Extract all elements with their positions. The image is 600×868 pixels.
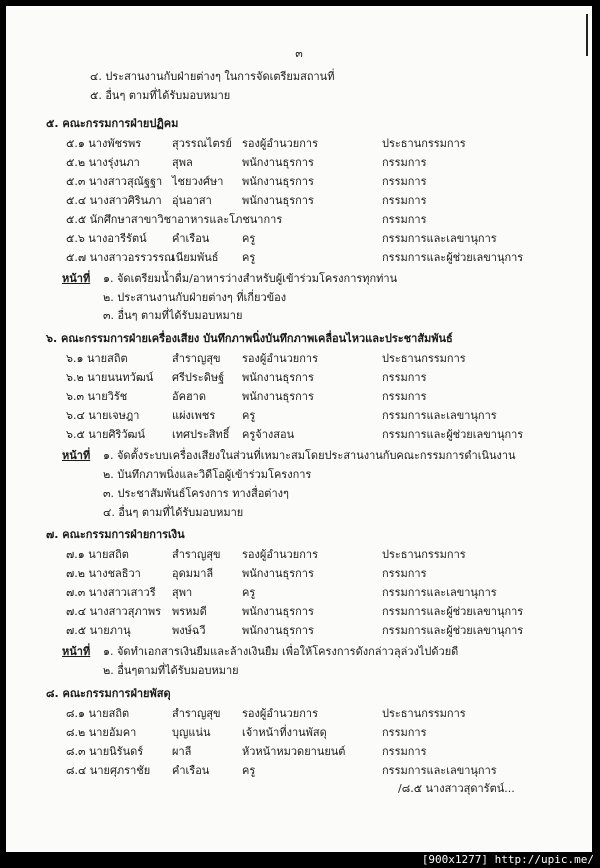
member-surname: สุพา	[172, 586, 193, 599]
member-position: ครู	[242, 586, 256, 599]
member-position: พนักงานธุรการ	[242, 567, 314, 580]
member-position: รองผู้อำนวยการ	[242, 548, 319, 561]
member-position: ครูจ้างสอน	[242, 428, 295, 441]
member-role: กรรมการและเลขานุการ	[382, 409, 497, 422]
member-role: กรรมการและเลขานุการ	[382, 586, 497, 599]
duty-item: ๒. ประสานงานกับฝ่ายต่างๆ ที่เกี่ยวข้อง	[103, 291, 287, 304]
member-name: ๗.๓ นางสาวเสาวรี	[66, 586, 156, 599]
member-row	[66, 390, 566, 408]
member-position: ครู	[242, 409, 256, 422]
duty-item: ๒. อื่นๆตามที่ได้รับมอบหมาย	[103, 664, 239, 677]
member-name: ๕.๒ นางรุ่งนภา	[66, 156, 140, 169]
member-position: รองผู้อำนวยการ	[242, 137, 319, 150]
member-row	[66, 213, 566, 231]
duty-item: ๑. จัดทำเอกสารเงินยืมและล้างเงินยืม เพื่อให้โครงการดังกล่าวลุล่วงไปด้วยดี	[103, 645, 459, 658]
duty-label: หน้าที่	[62, 272, 91, 285]
member-row	[66, 726, 566, 744]
member-row	[66, 232, 566, 250]
duty-item: ๒. บันทึกภาพนิ่งและวิดีโอผู้เข้าร่วมโครงการ	[103, 468, 312, 481]
member-row	[66, 137, 566, 155]
member-name: ๕.๕ นักศึกษาสาขาวิชาอาหารและโภชนาการ	[66, 213, 283, 226]
member-surname: บุญแน่น	[172, 726, 211, 739]
member-row	[66, 409, 566, 427]
member-role: กรรมการ	[382, 194, 427, 207]
watermark-text: [900x1277] http://upic.me/	[421, 853, 594, 866]
section-title: ๘. คณะกรรมการฝ่ายพัสดุ	[46, 687, 171, 700]
member-position: ครู	[242, 764, 256, 777]
member-name: ๗.๕ นายภานุ	[66, 624, 131, 637]
member-position: พนักงานธุรการ	[242, 605, 314, 618]
member-surname: สำราญสุข	[172, 352, 221, 365]
duty-item: ๓. อื่นๆ ตามที่ได้รับมอบหมาย	[103, 309, 243, 322]
member-row	[66, 548, 566, 566]
member-role: กรรมการ	[382, 175, 427, 188]
member-role: กรรมการ	[382, 156, 427, 169]
member-name: ๗.๔ นางสาวสุภาพร	[66, 605, 162, 618]
member-row	[66, 605, 566, 623]
member-row	[66, 352, 566, 370]
member-position: พนักงานธุรการ	[242, 390, 314, 403]
member-name: ๖.๒ นายนนทวัฒน์	[66, 371, 154, 384]
member-name: ๘.๓ นายนิรันดร์	[66, 745, 144, 758]
member-surname: สุวรรณไตรย์	[172, 137, 232, 150]
member-role: กรรมการ	[382, 726, 427, 739]
member-surname: อัคฮาด	[172, 390, 206, 403]
member-surname: คำเรือน	[172, 764, 210, 777]
member-position: ครู	[242, 251, 256, 264]
member-surname: อุ่นอาสา	[172, 194, 212, 207]
member-row	[66, 764, 566, 782]
member-row	[66, 194, 566, 212]
member-surname: เนียมพันธ์	[172, 251, 219, 264]
member-surname: ศรีประดิษฐ์	[172, 371, 225, 384]
member-name: ๕.๑ นางพัชรพร	[66, 137, 142, 150]
member-role: กรรมการและผู้ช่วยเลขานุการ	[382, 605, 524, 618]
member-name: ๗.๑ นายสถิต	[66, 548, 129, 561]
member-row	[66, 624, 566, 642]
member-name: ๘.๑ นายสถิต	[66, 707, 130, 720]
member-position: พนักงานธุรการ	[242, 371, 314, 384]
member-role: กรรมการ	[382, 371, 427, 384]
duty-item: ๑. จัดตั้งระบบเครื่องเสียงในส่วนที่เหมาะสมโดยประสานงานกับคณะกรรมการดำเนินงาน	[103, 449, 516, 462]
member-role: กรรมการและเลขานุการ	[382, 232, 497, 245]
member-row	[66, 745, 566, 763]
duty-item: ๓. ประชาสัมพันธ์โครงการ ทางสื่อต่างๆ	[103, 487, 289, 500]
member-name: ๗.๒ นางชลธิวา	[66, 567, 141, 580]
member-role: ประธานกรรมการ	[382, 352, 466, 365]
member-role: กรรมการ	[382, 567, 427, 580]
member-role: กรรมการและเลขานุการ	[382, 764, 497, 777]
section-title: ๗. คณะกรรมการฝ่ายการเงิน	[46, 528, 185, 541]
member-surname: แผ่งเพชร	[172, 409, 216, 422]
member-name: ๖.๓ นายวิรัช	[66, 390, 128, 403]
member-position: พนักงานธุรการ	[242, 624, 314, 637]
duty-item: ๑. จัดเตรียมน้ำดื่ม/อาหารว่างสำหรับผู้เข้าร่วมโครงการทุกท่าน	[103, 272, 398, 285]
member-role: กรรมการและผู้ช่วยเลขานุการ	[382, 624, 524, 637]
member-role: ประธานกรรมการ	[382, 137, 466, 150]
member-row	[66, 567, 566, 585]
member-row	[66, 428, 566, 446]
member-role: กรรมการ	[382, 213, 427, 226]
member-name: ๕.๔ นางสาวศิรินภา	[66, 194, 162, 207]
member-name: ๕.๓ นางสาวสุณัฐฐา	[66, 175, 163, 188]
watermark-bar	[0, 852, 600, 868]
document-page	[6, 6, 592, 852]
member-name: ๖.๑ นายสถิต	[66, 352, 128, 365]
member-role: กรรมการ	[382, 390, 427, 403]
member-row	[66, 586, 566, 604]
member-name: ๘.๔ นายศุภราชัย	[66, 764, 151, 777]
member-role: กรรมการและผู้ช่วยเลขานุการ	[382, 251, 524, 264]
member-role: กรรมการและผู้ช่วยเลขานุการ	[382, 428, 524, 441]
member-surname: อุดมมาลี	[172, 567, 214, 580]
duty-label: หน้าที่	[62, 449, 91, 462]
member-position: พนักงานธุรการ	[242, 175, 314, 188]
member-row	[66, 175, 566, 193]
member-role: ประธานกรรมการ	[382, 707, 466, 720]
member-surname: พงษ์ฉวี	[172, 624, 206, 637]
member-surname: พรหมดี	[172, 605, 207, 618]
member-row	[66, 156, 566, 174]
member-surname: คำเรือน	[172, 232, 210, 245]
member-name: ๖.๔ นายเจษฎา	[66, 409, 140, 422]
member-row	[66, 371, 566, 389]
duty-item: ๔. อื่นๆ ตามที่ได้รับมอบหมาย	[103, 506, 244, 519]
section-title: ๕. คณะกรรมการฝ่ายปฏิคม	[46, 117, 179, 130]
member-role: กรรมการ	[382, 745, 427, 758]
member-surname: ไชยวงศ์ษา	[172, 175, 224, 188]
member-name: ๕.๖ นางอารีรัตน์	[66, 232, 147, 245]
member-name: ๕.๗ นางสาวอรรวรรณ	[66, 251, 175, 264]
carryover-duty: ๔. ประสานงานกับฝ่ายต่างๆ ในการจัดเตรียมสถานที่	[90, 70, 335, 83]
member-position: เจ้าหน้าที่งานพัสดุ	[242, 726, 327, 739]
continuation-note: /๘.๕ นางสาวสุดารัตน์...	[398, 782, 515, 795]
member-surname: ผาลี	[172, 745, 192, 758]
member-name: ๘.๒ นายอัมคา	[66, 726, 137, 739]
member-position: ครู	[242, 232, 256, 245]
member-row	[66, 251, 566, 269]
member-position: พนักงานธุรการ	[242, 156, 314, 169]
duty-label: หน้าที่	[62, 645, 91, 658]
carryover-duty: ๕. อื่นๆ ตามที่ได้รับมอบหมาย	[90, 89, 231, 102]
member-surname: สำราญสุข	[172, 707, 221, 720]
member-position: รองผู้อำนวยการ	[242, 352, 319, 365]
member-surname: สำราญสุข	[172, 548, 221, 561]
member-surname: เทศประสิทธิ์	[172, 428, 230, 441]
member-name: ๖.๕ นายศิริวัฒน์	[66, 428, 145, 441]
member-surname: สุพล	[172, 156, 193, 169]
section-title: ๖. คณะกรรมการฝ่ายเครื่องเสียง บันทึกภาพนิ่งบันทึกภาพเคลื่อนไหวและประชาสัมพันธ์	[46, 332, 453, 345]
page-number: ๓	[295, 47, 303, 60]
member-position: หัวหน้าหมวดยานยนต์	[242, 745, 346, 758]
member-role: ประธานกรรมการ	[382, 548, 466, 561]
member-position: พนักงานธุรการ	[242, 194, 314, 207]
member-row	[66, 707, 566, 725]
member-position: รองผู้อำนวยการ	[242, 707, 319, 720]
